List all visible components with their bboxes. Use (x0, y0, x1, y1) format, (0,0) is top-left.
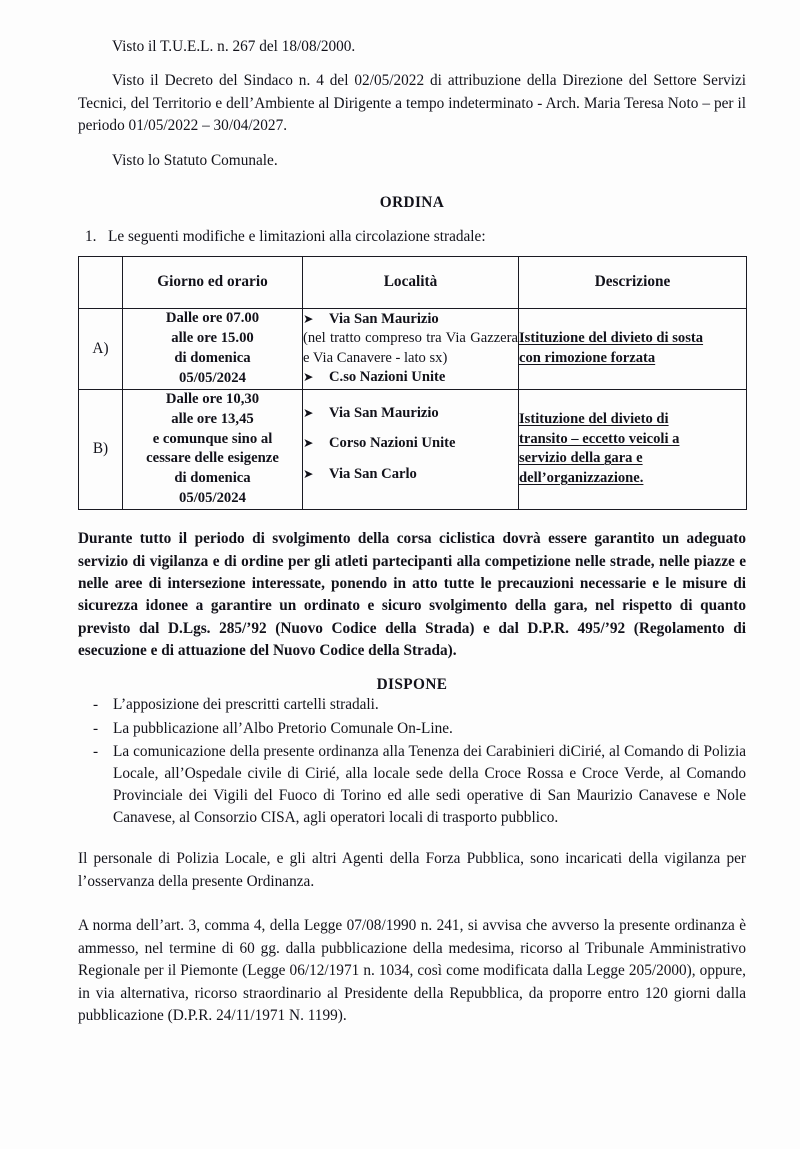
paragraph-polizia-locale: Il personale di Polizia Locale, e gli altri Agenti della Forza Pubblica, sono incaricati della vigilanza per l’osservanza della presente Ordinanza. (78, 850, 746, 890)
description-line: Istituzione del divieto di sosta (519, 329, 704, 346)
spacer (78, 662, 746, 676)
header-locality: Località (303, 256, 519, 308)
list-item (78, 694, 746, 716)
spacer (78, 830, 746, 848)
arrow-bullet-icon: ➤ (303, 368, 314, 384)
day-line: alle ore 15.00 (171, 329, 254, 346)
table-header-row (79, 256, 747, 308)
description-line: servizio della gara e (519, 450, 643, 467)
arrow-bullet-icon: ➤ (303, 310, 314, 326)
day-line: 05/05/2024 (179, 490, 246, 507)
numbered-item-1 (78, 226, 746, 248)
arrow-bullet-icon: ➤ (303, 435, 314, 451)
arrow-bullet-icon: ➤ (303, 465, 314, 481)
day-line: di domenica (174, 470, 251, 487)
description-line: dell’organizzazione. (519, 470, 644, 487)
paragraph-vigilanza-bold: Durante tutto il periodo di svolgimento della corsa ciclistica dovrà essere garantito un adeguato servizio di vigilanza e di ordine per gli atleti partecipanti alla competizione nelle strade, nelle piazze e nelle aree di intersezione interessate, ponendo in atto tutte le precauzioni necessarie e le misure di sicurezza idonee a garantire un ordinato e sicuro svolgimento della gara, nel rispetto di quanto previsto dal D.Lgs. 285/’92 (Nuovo Codice della Strada) e dal D.P.R. 495/’92 (Regolamento di esecuzione e di attuazione del Nuovo Codice della Strada). (78, 530, 746, 660)
dash-bullet-icon: - (93, 719, 99, 737)
row-description-a (519, 308, 747, 389)
spacer (78, 184, 746, 194)
day-line: di domenica (174, 349, 251, 366)
restrictions-table (78, 256, 747, 511)
list-item-text: La pubblicazione all’Albo Pretorio Comunale On-Line. (113, 719, 453, 737)
description-line: transito – eccetto veicoli a (519, 430, 680, 447)
paragraph-decreto-sindaco: Visto il Decreto del Sindaco n. 4 del 02/05/2022 di attribuzione della Direzione del Settore Servizi Tecnici, del Territorio e dell’Ambiente al Dirigente a tempo indeterminato - Arch. Maria Teresa Noto – per il periodo 01/05/2022 – 30/04/2027. (78, 72, 746, 135)
dispone-list (78, 694, 746, 829)
locality-bullet (303, 404, 518, 423)
day-line: e comunque sino al (152, 430, 273, 447)
heading-ordina: ORDINA (379, 194, 445, 212)
locality-bullet (303, 434, 518, 453)
locality-name: Corso Nazioni Unite (329, 435, 456, 452)
list-item (78, 718, 746, 740)
row-letter-b: B) (79, 389, 123, 510)
table-row (79, 389, 747, 510)
item-text: Le seguenti modifiche e limitazioni alla circolazione stradale: (108, 228, 486, 246)
heading-dispone: DISPONE (376, 676, 448, 694)
locality-name: Via San Maurizio (329, 310, 439, 327)
locality-bullet (303, 310, 518, 329)
day-line: 05/05/2024 (179, 369, 246, 386)
day-line: cessare delle esigenze (146, 450, 279, 467)
day-line: Dalle ore 10,30 (165, 390, 260, 407)
row-locality-b (303, 389, 519, 510)
locality-bullet (303, 368, 518, 387)
list-item-text: La comunicazione della presente ordinanza alla Tenenza dei Carabinieri diCirié, al Comando di Polizia Locale, all’Ospedale civile di Cirié, alla locale sede della Croce Rossa e Croce Verde, al Comando Provinciale dei Vigili del Fuoco di Torino ed alle sedi operative di San Maurizio Canavese e Nole Canavese, al Consorzio CISA, agli operatori locali di trasporto pubblico. (113, 742, 746, 827)
dash-bullet-icon: - (93, 742, 99, 760)
locality-name: Via San Carlo (329, 465, 417, 482)
list-item-text: L’apposizione dei prescritti cartelli stradali. (113, 696, 379, 714)
list-item (78, 741, 746, 830)
row-letter-a: A) (79, 308, 123, 389)
row-day-a (123, 308, 303, 389)
paragraph-ricorso: A norma dell’art. 3, comma 4, della Legge 07/08/1990 n. 241, si avvisa che avverso la presente ordinanza è ammesso, nel termine di 60 gg. dalla pubblicazione della medesima, ricorso al Tribunale Amministrativo Regionale per il Piemonte (Legge 06/12/1971 n. 1034, così come modificata dalla Legge 205/2000), oppure, in via alternativa, ricorso straordinario al Presidente della Repubblica, da proporre entro 120 giorni dalla pubblicazione (D.P.R. 24/11/1971 N. 1199). (78, 917, 746, 1025)
header-day: Giorno ed orario (123, 256, 303, 308)
header-letter (79, 256, 123, 308)
description-line: Istituzione del divieto di (519, 410, 669, 427)
item-number: 1. (85, 228, 97, 246)
document-body (78, 36, 746, 1040)
day-line: alle ore 13,45 (171, 410, 254, 427)
locality-bullet (303, 465, 518, 484)
day-line: Dalle ore 07.00 (165, 309, 260, 326)
spacer (78, 510, 746, 528)
paragraph-statuto: Visto lo Statuto Comunale. (112, 151, 278, 169)
paragraph-tuel: Visto il T.U.E.L. n. 267 del 18/08/2000. (112, 38, 356, 55)
row-locality-a (303, 308, 519, 389)
locality-note: (nel tratto compreso tra Via Gazzera e Via Canavere - lato sx) (303, 330, 518, 366)
table-row (79, 308, 747, 389)
spacer (78, 905, 746, 915)
arrow-bullet-icon: ➤ (303, 405, 314, 421)
locality-name: C.so Nazioni Unite (329, 368, 446, 385)
description-line: con rimozione forzata (519, 349, 656, 366)
dash-bullet-icon: - (93, 696, 99, 714)
row-description-b (519, 389, 747, 510)
header-description: Descrizione (519, 256, 747, 308)
locality-name: Via San Maurizio (329, 405, 439, 422)
row-day-b (123, 389, 303, 510)
